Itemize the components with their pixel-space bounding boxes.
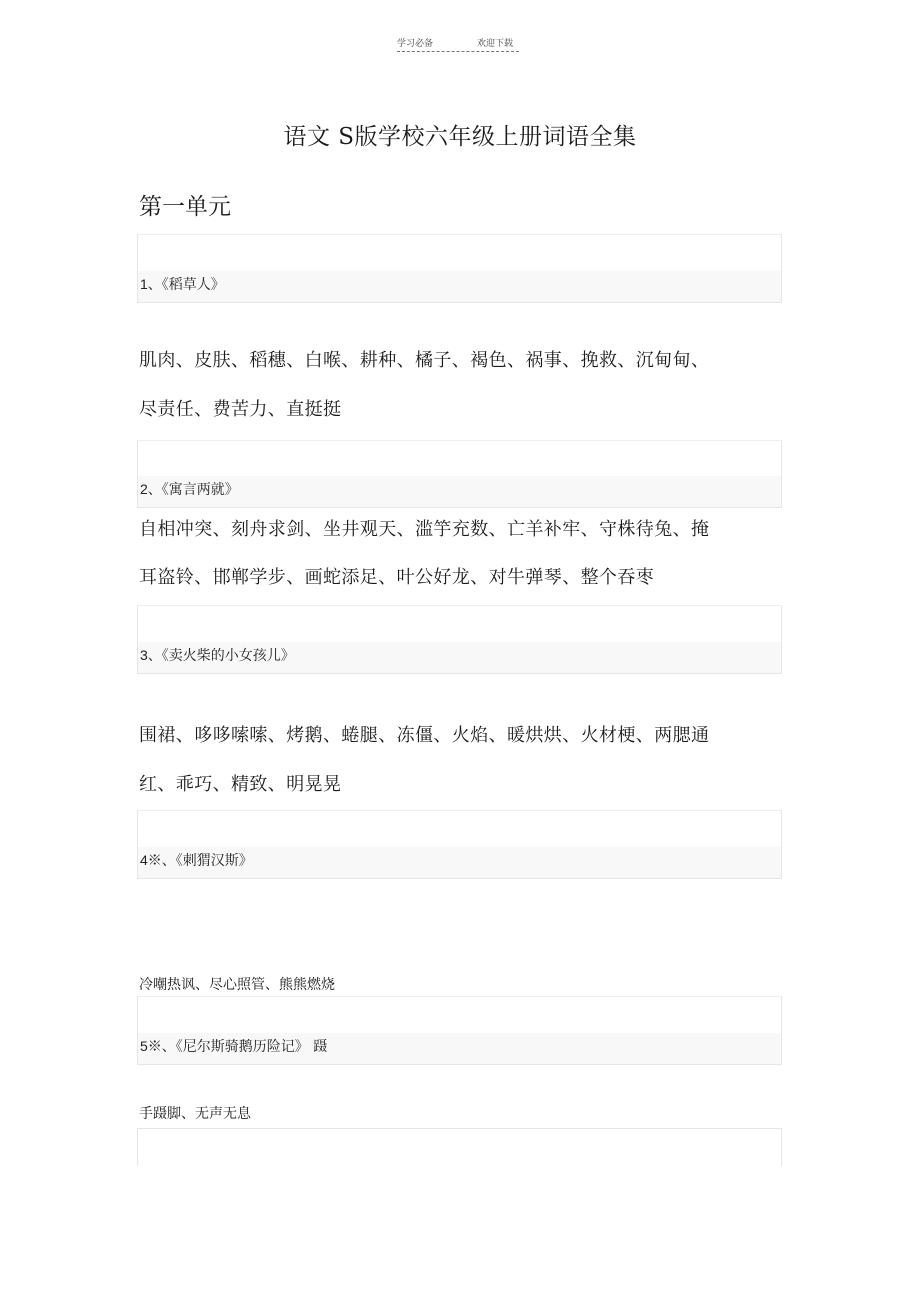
word-line-1b: 尽责任、费苦力、直挺挺 — [139, 399, 342, 420]
lesson-title-5: 5※、《尼尔斯骑鹅历险记》 蹑 — [140, 1038, 328, 1055]
lesson-box-6 — [137, 1128, 782, 1166]
word-line-3a: 围裙、哆哆嗦嗦、烤鹅、蜷腿、冻僵、火焰、暖烘烘、火材梗、两腮通 — [139, 725, 710, 746]
page-header — [397, 36, 521, 56]
word-line-1a: 肌肉、皮肤、稻穗、白喉、耕种、橘子、褐色、祸事、挽救、沉甸甸、 — [139, 350, 710, 371]
unit-heading: 第一单元 — [139, 194, 231, 220]
lesson-title-4: 4※、《刺猬汉斯》 — [140, 852, 253, 869]
word-line-2b: 耳盗铃、邯郸学步、画蛇添足、叶公好龙、对牛弹琴、整个吞枣 — [139, 567, 655, 588]
header-left-text: 学习必备 — [397, 39, 434, 49]
word-line-2a: 自相冲突、刻舟求剑、坐井观天、滥竽充数、亡羊补牢、守株待兔、掩 — [139, 519, 710, 540]
page-title: 语文 S版学校六年级上册词语全集 — [283, 124, 637, 150]
lesson-strip — [138, 271, 781, 302]
lesson-title-1: 1、《稻草人》 — [140, 276, 225, 293]
lesson-box-1 — [137, 234, 782, 303]
header-divider — [397, 51, 519, 52]
lesson-title-3: 3、《卖火柴的小女孩儿》 — [140, 647, 295, 664]
lesson-box-5 — [137, 996, 782, 1065]
lesson-box-3 — [137, 605, 782, 674]
lesson-title-2: 2、《寓言两就》 — [140, 481, 239, 498]
word-line-4: 冷嘲热讽、尽心照管、熊熊燃烧 — [139, 977, 335, 993]
header-right-text: 欢迎下载 — [477, 39, 514, 49]
lesson-box-4 — [137, 810, 782, 879]
word-line-5: 手蹑脚、无声无息 — [139, 1106, 251, 1122]
lesson-box-2 — [137, 440, 782, 508]
word-line-3b: 红、乖巧、精致、明晃晃 — [139, 774, 342, 795]
